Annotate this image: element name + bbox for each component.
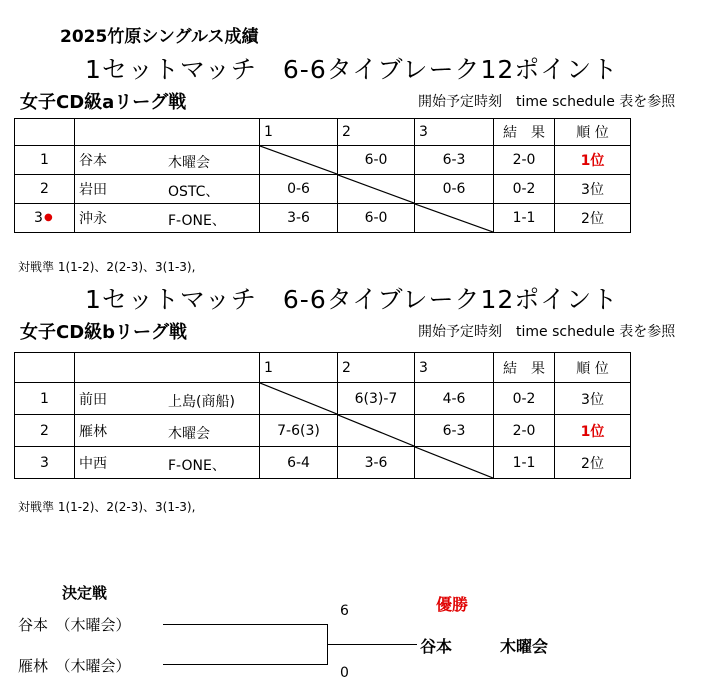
header-cell <box>15 119 75 146</box>
table-row <box>15 175 631 204</box>
winner-name: 谷本 <box>420 637 453 656</box>
player-number-cell <box>15 204 75 233</box>
final-score-2: 0 <box>340 665 349 681</box>
score-cell: 6-4 <box>260 447 338 479</box>
rank-cell: 2位 <box>555 204 631 233</box>
champion-label: 優勝 <box>436 595 469 614</box>
final-score-1: 6 <box>340 603 349 619</box>
league-a-format: 1セットマッチ 6-6タイブレーク12ポイント <box>85 55 619 84</box>
score-cell: 0-6 <box>260 175 338 204</box>
league-b-format: 1セットマッチ 6-6タイブレーク12ポイント <box>85 285 619 314</box>
player-club: 上島(商船) <box>168 394 235 410</box>
player-cell <box>75 146 260 175</box>
score-cell: 6-3 <box>415 415 494 447</box>
rank-cell: 3位 <box>555 175 631 204</box>
header-cell <box>75 119 260 146</box>
header-cell: 1 <box>260 353 338 383</box>
player-number: 1 <box>15 383 75 415</box>
header-cell <box>75 353 260 383</box>
score-cell: 6-0 <box>338 204 415 233</box>
header-cell: 3 <box>415 119 494 146</box>
result-cell: 1-1 <box>494 204 555 233</box>
result-cell: 0-2 <box>494 383 555 415</box>
header-cell: 結 果 <box>494 119 555 146</box>
league-b-table <box>14 352 631 479</box>
header-cell: 3 <box>415 353 494 383</box>
league-a-title: 女子CD級aリーグ戦 <box>20 92 187 113</box>
rank-cell: 3位 <box>555 383 631 415</box>
score-cell: 6-3 <box>415 146 494 175</box>
table-row <box>15 447 631 479</box>
self-match-cell <box>338 415 415 447</box>
player-name: 雁林 <box>79 423 107 440</box>
self-match-cell <box>260 383 338 415</box>
header-cell <box>15 353 75 383</box>
self-match-cell <box>338 175 415 204</box>
diagonal-line <box>415 447 493 478</box>
score-cell: 6-0 <box>338 146 415 175</box>
diagonal-line <box>260 146 337 174</box>
player-number: 1 <box>15 146 75 175</box>
header-cell: 1 <box>260 119 338 146</box>
score-cell: 7-6(3) <box>260 415 338 447</box>
player-name: 前田 <box>79 391 107 408</box>
player-club: F-ONE、 <box>168 213 226 229</box>
player-number: 3 <box>34 210 43 226</box>
player-club: OSTC、 <box>168 184 220 200</box>
diagonal-line <box>338 415 414 446</box>
self-match-cell <box>415 447 494 479</box>
player-name: 谷本 <box>79 153 107 169</box>
self-match-cell <box>415 204 494 233</box>
diagonal-line <box>260 383 337 414</box>
table-header-row <box>15 119 631 146</box>
bracket-line-winner <box>327 644 417 645</box>
player-number: 2 <box>15 415 75 447</box>
league-b-title: 女子CD級bリーグ戦 <box>20 322 188 343</box>
table-row <box>15 204 631 233</box>
rank-cell: 2位 <box>555 447 631 479</box>
player-number: 2 <box>15 175 75 204</box>
player-number: 3 <box>15 447 75 479</box>
final-player-2: 雁林 （木曜会） <box>18 657 131 675</box>
player-name: 中西 <box>79 455 107 472</box>
score-cell: 0-6 <box>415 175 494 204</box>
final-player-1: 谷本 （木曜会） <box>18 616 131 634</box>
table-row <box>15 383 631 415</box>
player-cell <box>75 447 260 479</box>
self-match-cell <box>260 146 338 175</box>
player-club: F-ONE、 <box>168 458 226 474</box>
player-cell <box>75 383 260 415</box>
bracket-line-top <box>163 624 328 625</box>
player-cell <box>75 415 260 447</box>
player-name: 沖永 <box>79 211 107 227</box>
league-a-table <box>14 118 631 233</box>
result-cell: 1-1 <box>494 447 555 479</box>
score-cell: 6(3)-7 <box>338 383 415 415</box>
final-label: 決定戦 <box>62 584 108 602</box>
player-name: 岩田 <box>79 182 107 198</box>
bracket-line-bottom <box>163 664 328 665</box>
header-cell: 2 <box>338 353 415 383</box>
score-cell: 3-6 <box>338 447 415 479</box>
league-a-match-order: 対戦準 1(1-2)、2(2-3)、3(1-3), <box>18 260 196 274</box>
player-cell <box>75 175 260 204</box>
score-cell: 3-6 <box>260 204 338 233</box>
table-row <box>15 146 631 175</box>
player-club: 木曜会 <box>168 426 210 442</box>
league-b-match-order: 対戦準 1(1-2)、2(2-3)、3(1-3), <box>18 500 196 514</box>
diagonal-line <box>415 204 493 232</box>
header-cell: 結 果 <box>494 353 555 383</box>
league-a-schedule: 開始予定時刻 time schedule 表を参照 <box>418 94 676 110</box>
rank-cell: 1位 <box>555 146 631 175</box>
winner-club: 木曜会 <box>500 637 549 656</box>
table-header-row <box>15 353 631 383</box>
rank-cell: 1位 <box>555 415 631 447</box>
player-cell <box>75 204 260 233</box>
league-b-schedule: 開始予定時刻 time schedule 表を参照 <box>418 324 676 340</box>
result-cell: 2-0 <box>494 146 555 175</box>
diagonal-line <box>338 175 414 203</box>
header-cell: 2 <box>338 119 415 146</box>
page-title: 2025竹原シングルス成績 <box>60 27 259 47</box>
table-row <box>15 415 631 447</box>
header-cell: 順 位 <box>555 353 631 383</box>
score-cell: 4-6 <box>415 383 494 415</box>
red-dot-icon: ● <box>44 212 53 223</box>
player-club: 木曜会 <box>168 155 210 171</box>
header-cell: 順 位 <box>555 119 631 146</box>
result-cell: 0-2 <box>494 175 555 204</box>
result-cell: 2-0 <box>494 415 555 447</box>
